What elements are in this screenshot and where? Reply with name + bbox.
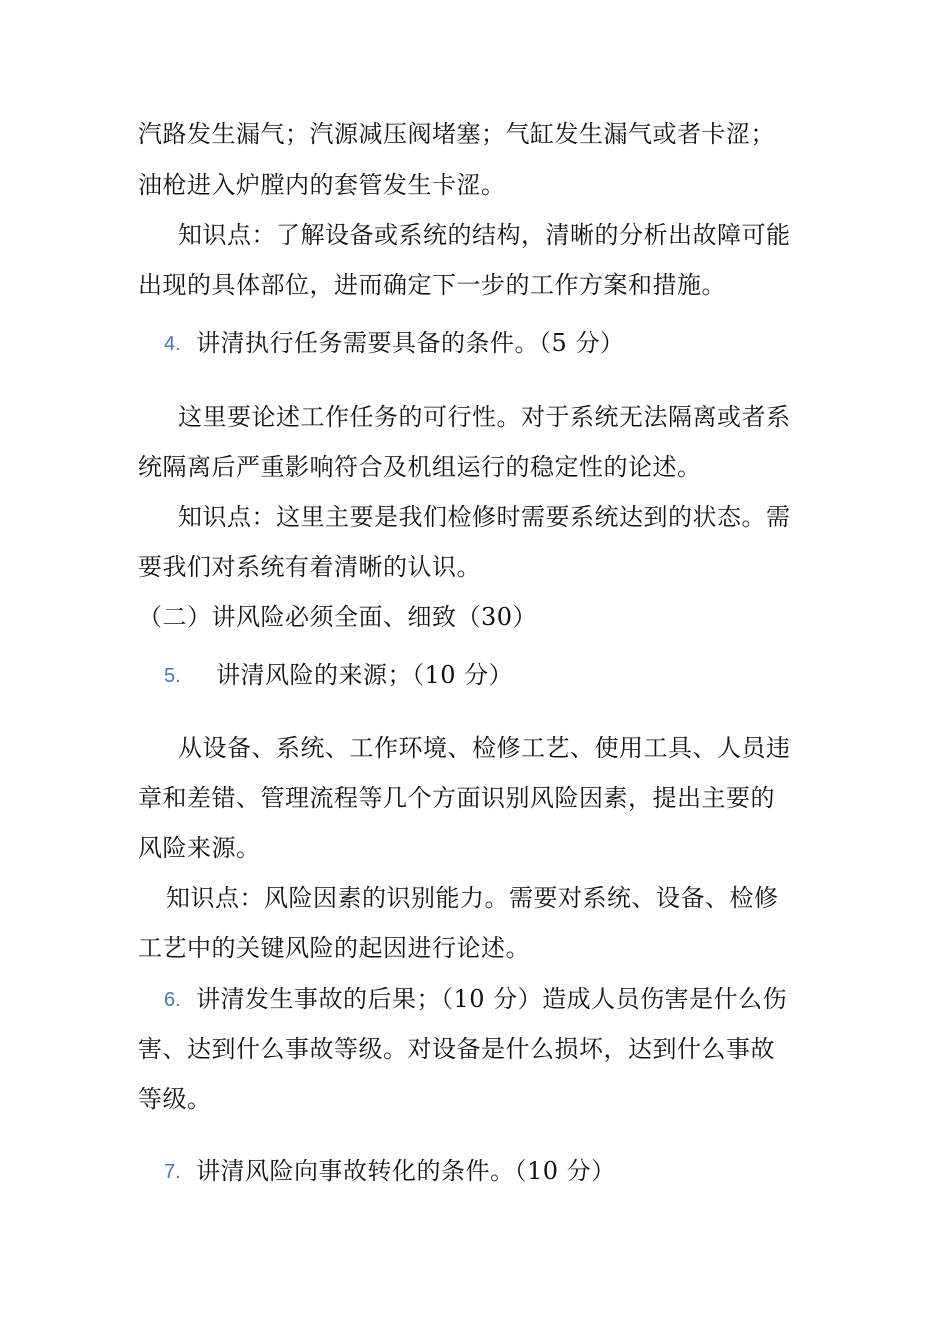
list-item-5-text: 讲清风险的来源；（10 分） [216, 661, 514, 689]
knowledge-point-line: 知识点：风险因素的识别能力。需要对系统、设备、检修 [166, 884, 779, 912]
list-item-4-text: 讲清执行任务需要具备的条件。（5 分） [196, 329, 625, 357]
list-number-7: 7. [164, 1161, 181, 1183]
section-heading: （二）讲风险必须全面、细致（30） [138, 603, 538, 631]
paragraph-line: 从设备、系统、工作环境、检修工艺、使用工具、人员违 [178, 734, 791, 762]
paragraph-line: 统隔离后严重影响符合及机组运行的稳定性的论述。 [138, 453, 702, 481]
paragraph-line: 油枪进入炉膛内的套管发生卡涩。 [138, 171, 506, 199]
list-item-7-text: 讲清风险向事故转化的条件。（10 分） [196, 1157, 616, 1185]
list-number-5: 5. [164, 665, 181, 687]
list-item-6-text: 讲清发生事故的后果；（10 分）造成人员伤害是什么伤 [196, 985, 788, 1013]
list-number-4: 4. [164, 333, 181, 355]
knowledge-point-line: 知识点：这里主要是我们检修时需要系统达到的状态。需 [178, 503, 791, 531]
paragraph-line: 章和差错、管理流程等几个方面识别风险因素，提出主要的 [138, 784, 775, 812]
knowledge-point-line: 知识点：了解设备或系统的结构，清晰的分析出故障可能 [178, 221, 791, 249]
paragraph-line: 风险来源。 [138, 834, 261, 862]
paragraph-line: 这里要论述工作任务的可行性。对于系统无法隔离或者系 [178, 403, 791, 431]
paragraph-line: 汽路发生漏气；汽源减压阀堵塞；气缸发生漏气或者卡涩； [138, 120, 775, 148]
knowledge-point-line: 出现的具体部位，进而确定下一步的工作方案和措施。 [138, 271, 726, 299]
list-item-6-text: 等级。 [138, 1085, 212, 1113]
knowledge-point-line: 工艺中的关键风险的起因进行论述。 [138, 934, 530, 962]
list-item-6-text: 害、达到什么事故等级。对设备是什么损坏，达到什么事故 [138, 1035, 775, 1063]
knowledge-point-line: 要我们对系统有着清晰的认识。 [138, 553, 481, 581]
list-number-6: 6. [164, 989, 181, 1011]
